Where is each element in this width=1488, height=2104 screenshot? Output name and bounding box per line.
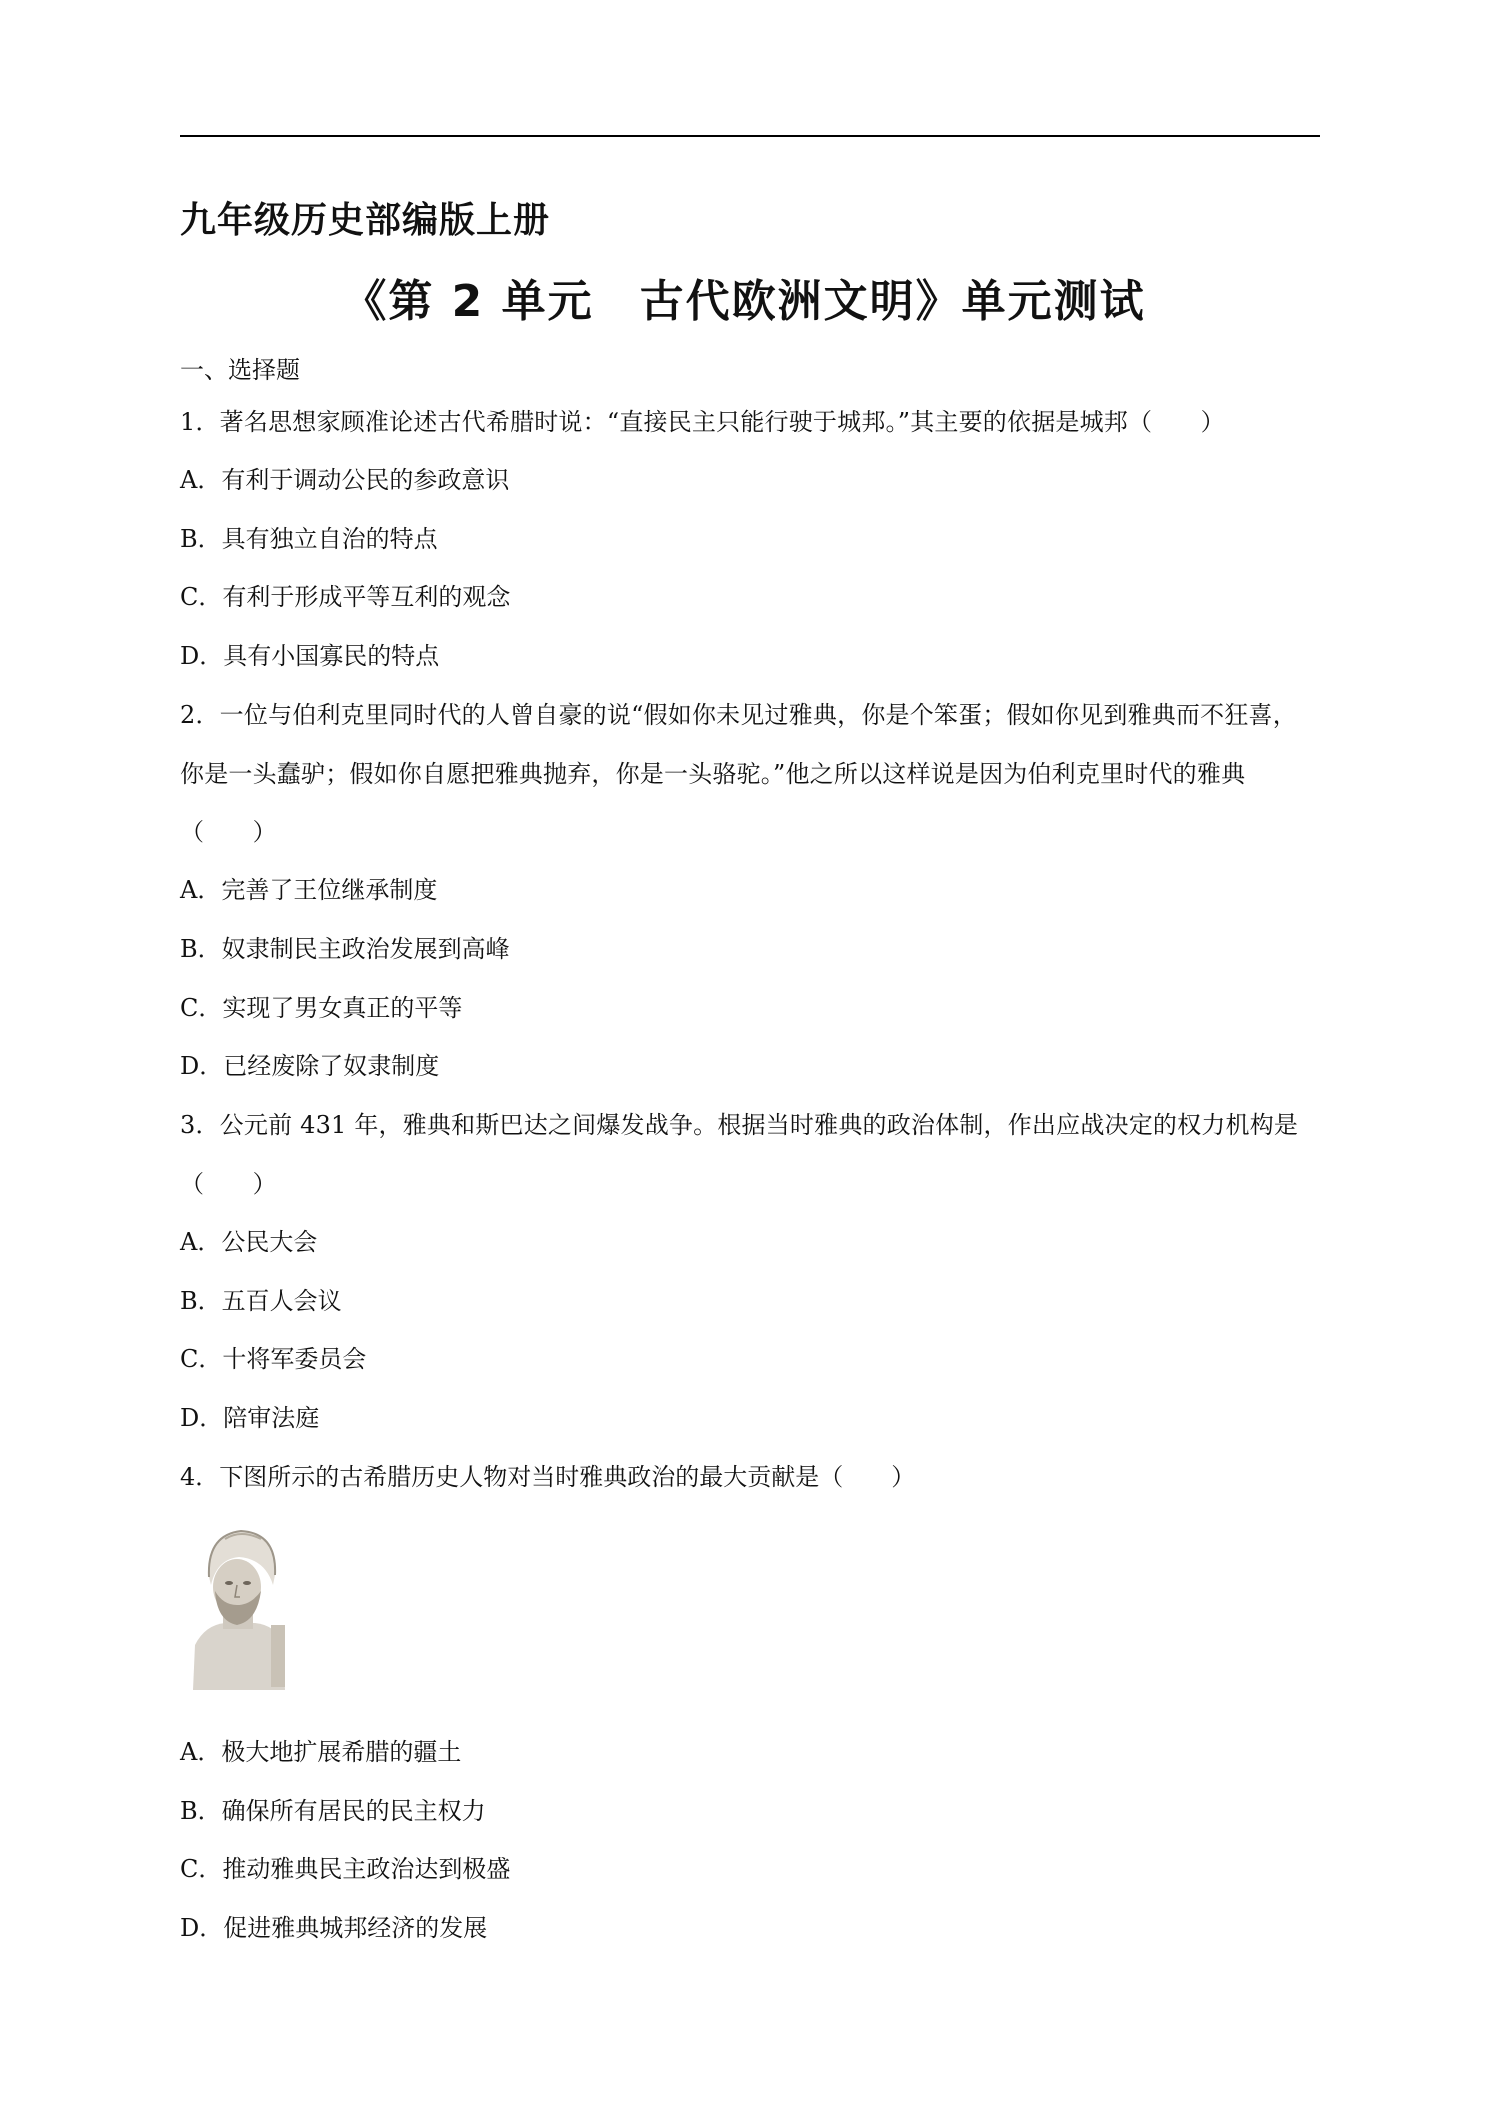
question-3-option-c: C．十将军委员会 [180, 1345, 367, 1373]
page-title: 《第 2 单元 古代欧洲文明》单元测试 [342, 276, 1146, 327]
question-1-option-a: A．有利于调动公民的参政意识 [180, 466, 510, 494]
question-4-option-a: A．极大地扩展希腊的疆土 [180, 1738, 462, 1766]
question-1-option-b: B．具有独立自治的特点 [180, 525, 438, 553]
question-2-option-a: A．完善了王位继承制度 [180, 876, 438, 904]
grade-heading: 九年级历史部编版上册 [180, 200, 551, 241]
question-2-option-b: B．奴隶制民主政治发展到高峰 [180, 935, 510, 963]
question-3-option-b: B．五百人会议 [180, 1287, 342, 1315]
question-1-stem: 1．著名思想家顾准论述古代希腊时说：“直接民主只能行驶于城邦。”其主要的依据是城邦（ ） [180, 408, 1225, 436]
question-4-option-d: D．促进雅典城邦经济的发展 [180, 1914, 488, 1942]
question-3-option-d: D．陪审法庭 [180, 1404, 320, 1432]
question-3-stem: 3．公元前 431 年，雅典和斯巴达之间爆发战争。根据当时雅典的政治体制，作出应战决定的权力机构是（ ） [180, 1111, 1299, 1198]
question-4-option-b: B．确保所有居民的民主权力 [180, 1797, 486, 1825]
section-heading: 一、选择题 [180, 356, 300, 384]
question-1-option-d: D．具有小国寡民的特点 [180, 642, 440, 670]
header-rule [180, 135, 1320, 137]
pericles-bust-image [185, 1525, 295, 1690]
question-2-option-d: D．已经废除了奴隶制度 [180, 1052, 440, 1080]
question-4-stem: 4．下图所示的古希腊历史人物对当时雅典政治的最大贡献是（ ） [180, 1463, 916, 1491]
question-4-option-c: C．推动雅典民主政治达到极盛 [180, 1855, 511, 1883]
question-2-stem: 2．一位与伯利克里同时代的人曾自豪的说“假如你未见过雅典，你是个笨蛋；假如你见到雅典而不狂喜，你是一头蠢驴；假如你自愿把雅典抛弃，你是一头骆驼。”他之所以这样说是因为伯利克里时代的雅典（ ） [180, 701, 1297, 846]
question-3-option-a: A．公民大会 [180, 1228, 318, 1256]
question-1-option-c: C．有利于形成平等互利的观念 [180, 583, 511, 611]
question-2-option-c: C．实现了男女真正的平等 [180, 994, 463, 1022]
